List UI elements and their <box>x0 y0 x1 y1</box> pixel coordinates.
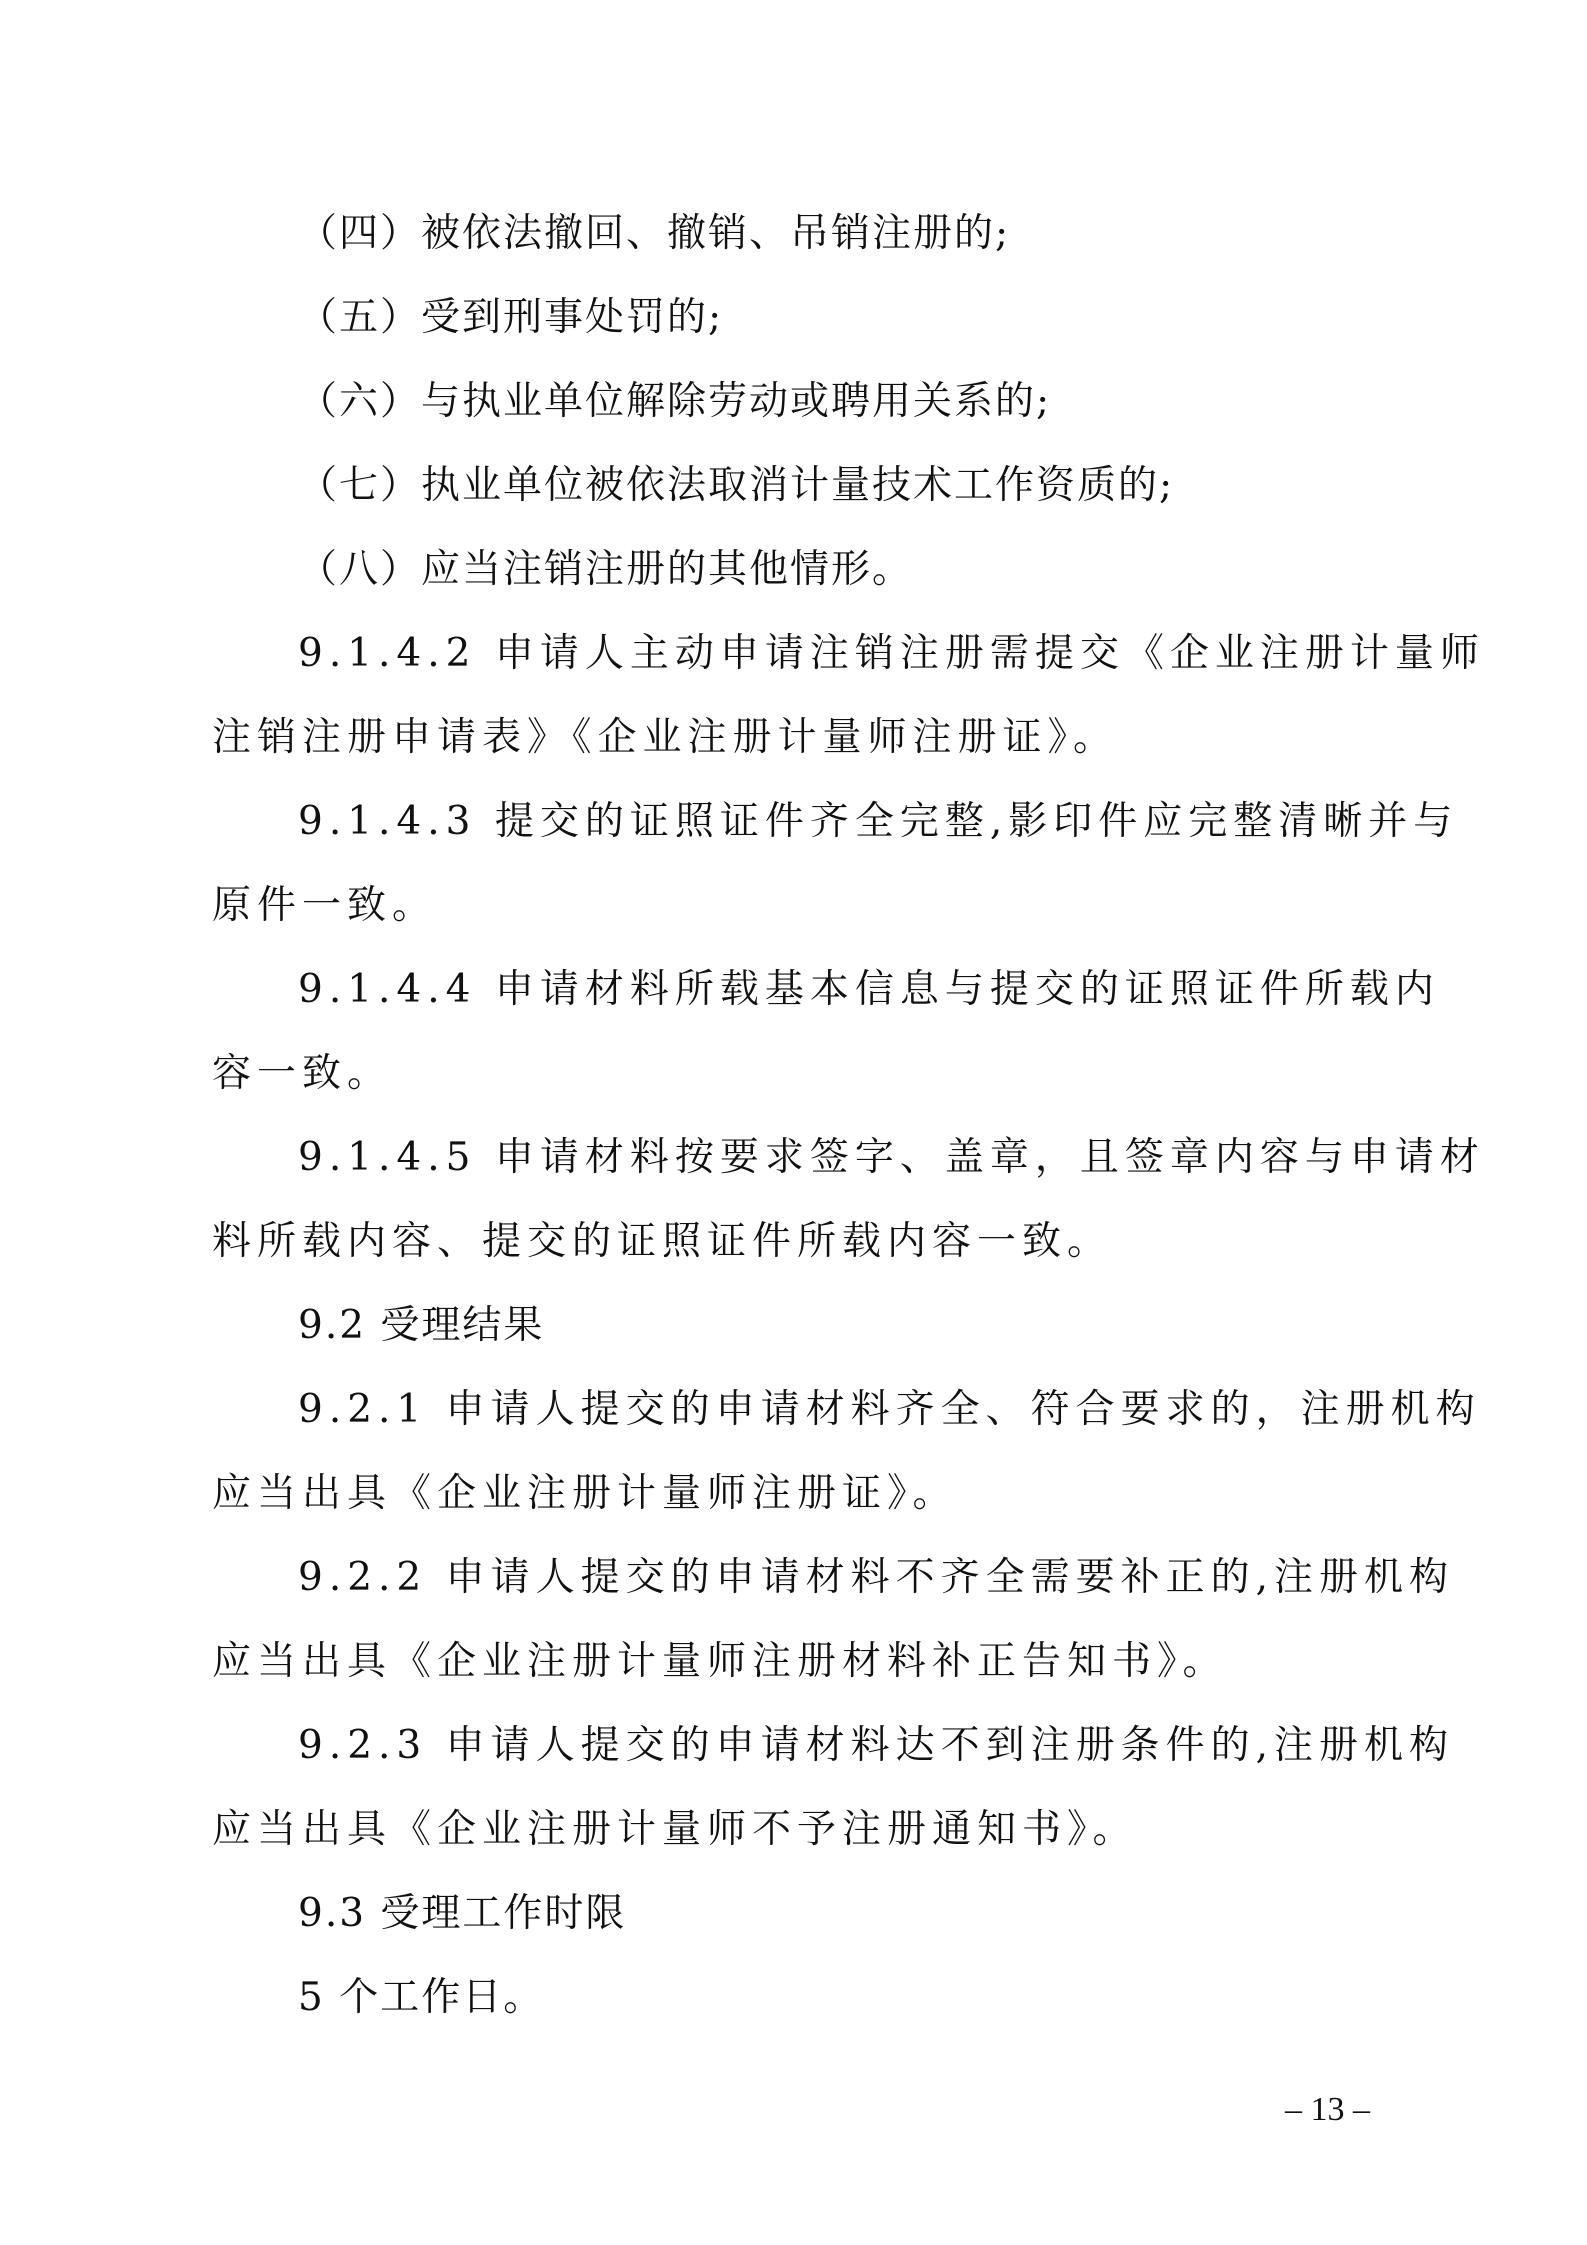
list-item-qualification-cancelled: （七）执业单位被依法取消计量技术工作资质的; <box>298 463 1175 508</box>
page-number: – 13 – <box>1285 2091 1370 2128</box>
section-9-2-1-line-1: 9.2.1 申请人提交的申请材料齐全、符合要求的，注册机构 <box>298 1387 1481 1432</box>
section-9-1-4-4-line-1: 9.1.4.4 申请材料所载基本信息与提交的证照证件所载内 <box>298 967 1440 1012</box>
list-item-other-circumstances: （八）应当注销注册的其他情形。 <box>298 547 914 592</box>
list-item-criminal-penalty: （五）受到刑事处罚的; <box>298 295 724 340</box>
section-9-1-4-5-line-1: 9.1.4.5 申请材料按要求签字、盖章，且签章内容与申请材 <box>298 1135 1485 1180</box>
section-9-2-3-line-2: 应当出具《企业注册计量师不予注册通知书》。 <box>212 1807 1138 1852</box>
section-9-1-4-4-line-2: 容一致。 <box>212 1051 393 1096</box>
section-9-2-heading: 9.2 受理结果 <box>298 1303 545 1348</box>
section-9-1-4-3-line-1: 9.1.4.3 提交的证照证件齐全完整,影印件应完整清晰并与 <box>298 799 1459 844</box>
section-9-2-1-line-2: 应当出具《企业注册计量师注册证》。 <box>212 1471 958 1516</box>
working-days-limit: 5 个工作日。 <box>298 1975 545 2020</box>
section-9-3-heading: 9.3 受理工作时限 <box>298 1891 627 1936</box>
list-item-revoked-registration: （四）被依法撤回、撤销、吊销注册的; <box>298 211 1011 256</box>
section-9-1-4-3-line-2: 原件一致。 <box>212 883 438 928</box>
section-9-1-4-5-line-2: 料所载内容、提交的证照证件所载内容一致。 <box>212 1219 1113 1264</box>
list-item-employment-termination: （六）与执业单位解除劳动或聘用关系的; <box>298 379 1052 424</box>
section-9-2-2-line-1: 9.2.2 申请人提交的申请材料不齐全需要补正的,注册机构 <box>298 1555 1455 1600</box>
section-9-2-2-line-2: 应当出具《企业注册计量师注册材料补正告知书》。 <box>212 1639 1228 1684</box>
section-9-1-4-2-line-1: 9.1.4.2 申请人主动申请注销注册需提交《企业注册计量师 <box>298 631 1485 676</box>
section-9-2-3-line-1: 9.2.3 申请人提交的申请材料达不到注册条件的,注册机构 <box>298 1723 1455 1768</box>
section-9-1-4-2-line-2: 注销注册申请表》《企业注册计量师注册证》。 <box>212 715 1119 760</box>
